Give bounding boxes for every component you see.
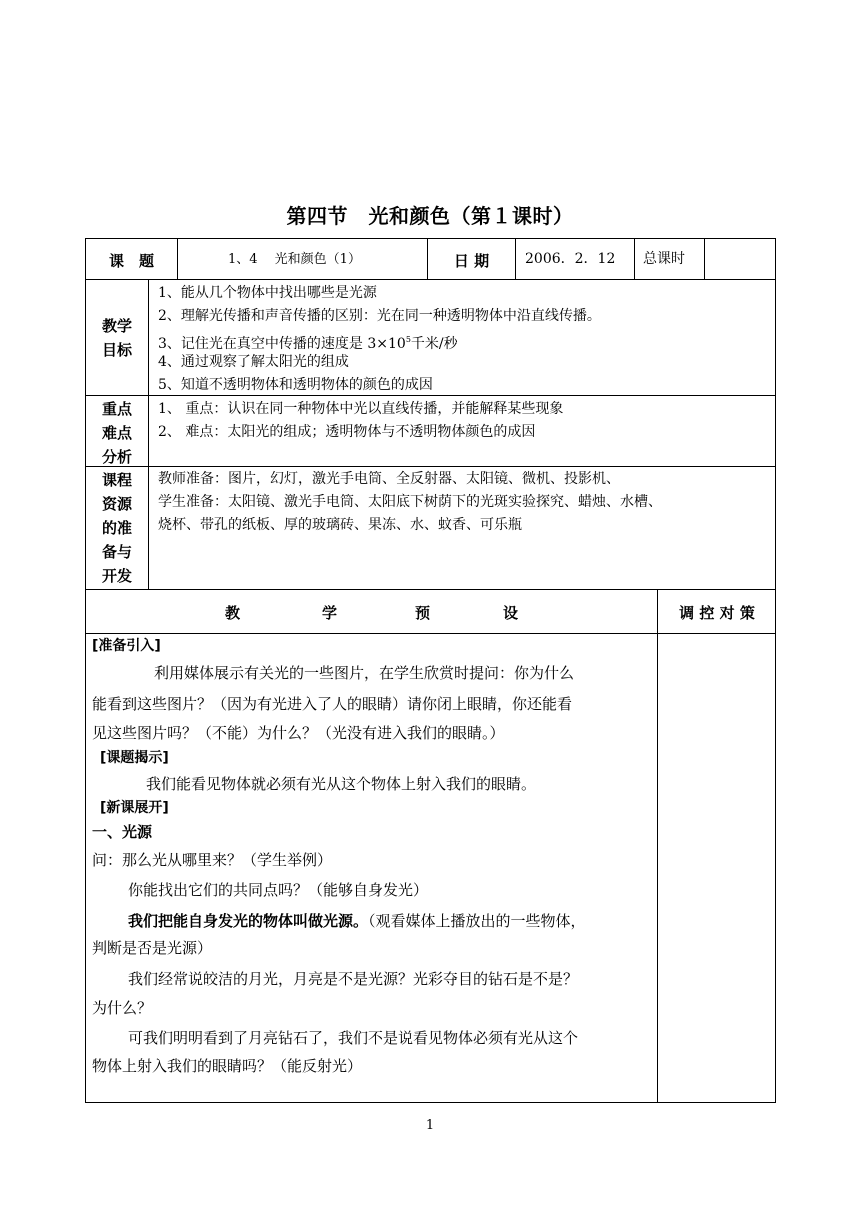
page-title: 第四节 光和颜色（第１课时）: [286, 204, 574, 228]
topic-value: 1、4 光和颜色（1）: [228, 252, 361, 267]
plan-header-char: 预: [415, 604, 431, 622]
resources-line: 教师准备：图片，幻灯，激光手电筒、全反射器、太阳镜、微机、投影机、: [158, 471, 620, 487]
plan-header-char: 设: [503, 604, 519, 622]
moon-line: 我们经常说皎洁的月光，月亮是不是光源？光彩夺目的钻石是不是？: [128, 970, 579, 988]
key-point-item: 2、 难点：太阳光的组成；透明物体与不透明物体颜色的成因: [158, 424, 536, 440]
see-line: 物体上射入我们的眼睛吗？（能反射光）: [92, 1057, 363, 1075]
question-line: 你能找出它们的共同点吗？（能够自身发光）: [128, 881, 429, 899]
goal-item: 1、能从几个物体中找出哪些是光源: [158, 285, 377, 301]
key-point-item: 1、 重点：认识在同一种物体中光以直线传播，并能解释某些现象: [158, 401, 564, 417]
page-number: 1: [425, 1118, 435, 1133]
definition-line: 我们把能自身发光的物体叫做光源。（观看媒体上播放出的一些物体，: [128, 912, 586, 930]
key-points-label: 重点 难点 分析: [101, 400, 132, 466]
see-line: 可我们明明看到了月亮钻石了，我们不是说看见物体必须有光从这个: [128, 1029, 579, 1047]
goal-item: 4、通过观察了解太阳光的组成: [158, 354, 349, 370]
definition-line: 判断是否是光源）: [92, 939, 213, 957]
total-hours-label: 总课时: [643, 251, 685, 267]
intro-line: 能看到这些图片？（因为有光进入了人的眼睛）请你闭上眼睛，你还能看: [92, 695, 573, 713]
goal-item: 5、知道不透明物体和透明物体的颜色的成因: [158, 377, 433, 393]
intro-heading: [准备引入]: [92, 638, 161, 654]
topic-label: 课 题: [108, 252, 154, 270]
goals-label: 教学 目标: [101, 317, 132, 359]
plan-header-char: 学: [322, 604, 338, 622]
goal-item: 2、理解光传播和声音传播的区别：光在同一种透明物体中沿直线传播。: [158, 308, 601, 324]
resources-line: 学生准备：太阳镜、激光手电筒、太阳底下树荫下的光斑实验探究、蜡烛、水槽、: [158, 494, 662, 510]
reveal-line: 我们能看见物体就必须有光从这个物体上射入我们的眼睛。: [146, 775, 537, 793]
new-lesson-heading: [新课展开]: [100, 800, 169, 816]
resources-label: 课程 资源 的准 备与 开发: [101, 471, 132, 585]
moon-line: 为什么？: [92, 999, 153, 1017]
date-label: 日 期: [453, 252, 490, 270]
section-heading: 一、光源: [92, 823, 153, 841]
goal-item-speed: 3、记住光在真空中传播的速度是 $3\times 10^5$千米/秒: [158, 335, 458, 352]
intro-line: 见这些图片吗？（不能）为什么？（光没有进入我们的眼睛。）: [92, 724, 505, 742]
plan-header-char: 教: [225, 604, 241, 622]
question-line: 问：那么光从哪里来？（学生举例）: [92, 851, 333, 869]
control-strategy-label: 调 控 对 策: [679, 604, 755, 622]
intro-line: 利用媒体展示有关光的一些图片，在学生欣赏时提问：你为什么: [154, 664, 575, 682]
reveal-heading: [课题揭示]: [100, 750, 169, 766]
date-value: 2006．2．12: [525, 251, 616, 267]
resources-line: 烧杯、带孔的纸板、厚的玻璃砖、果冻、水、蚊香、可乐瓶: [158, 517, 522, 533]
